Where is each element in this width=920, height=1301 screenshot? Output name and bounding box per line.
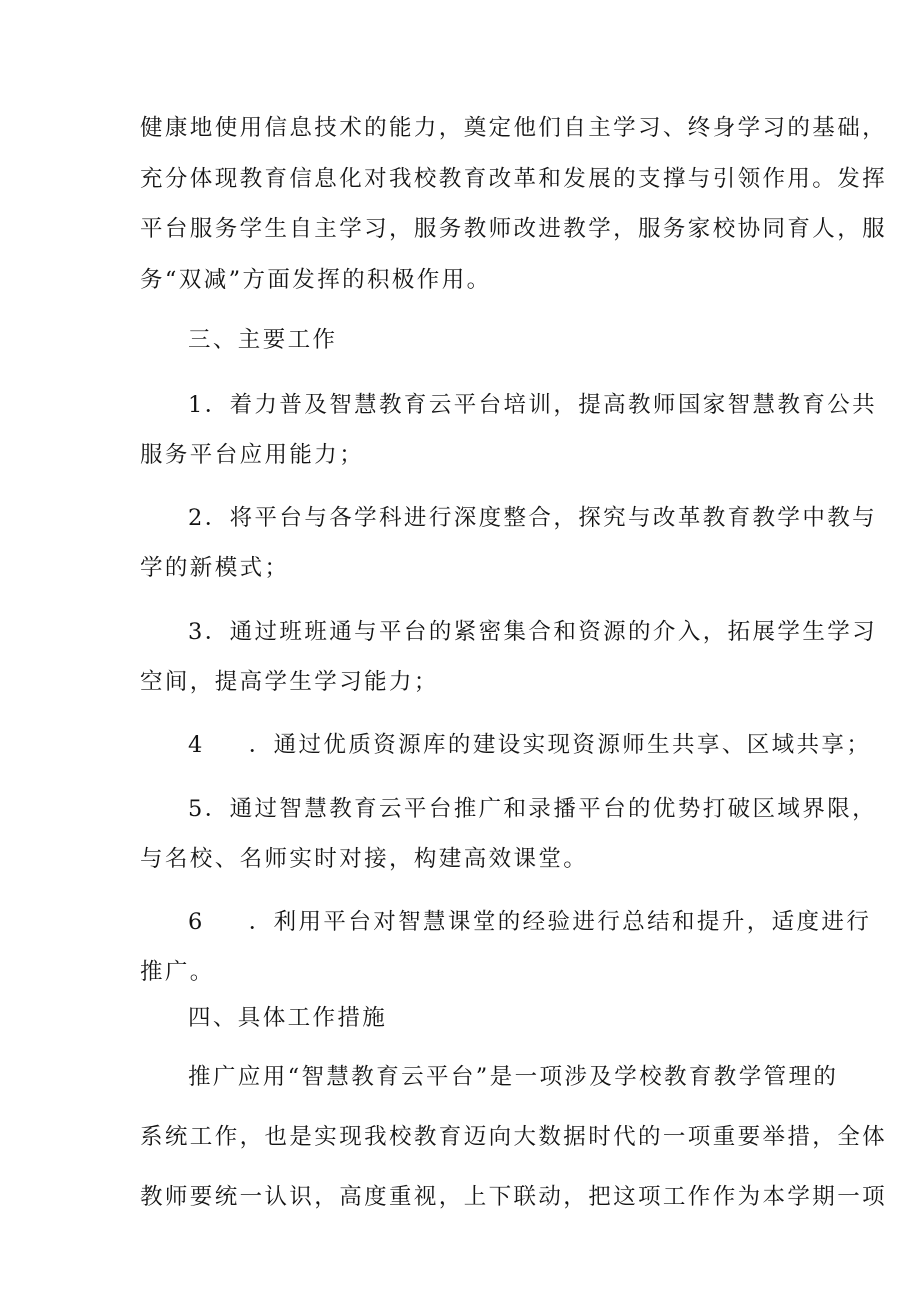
item-1-number: 1 — [188, 392, 205, 418]
item-6-number: 6 — [188, 909, 205, 935]
item-6-text: ．利用平台对智慧课堂的经验进行总结和提升，适度进行 — [248, 909, 872, 935]
item-3-line-2: 空间，提高学生学习能力； — [140, 669, 439, 695]
item-4-number: 4 — [188, 732, 205, 758]
item-5-line-2: 与名校、名师实时对接，构建高效课堂。 — [140, 846, 589, 872]
item-1-line-1 — [188, 390, 877, 420]
intro-line-1: 健康地使用信息技术的能力，奠定他们自主学习、终身学习的基础， — [140, 115, 888, 141]
item-2-text: ．将平台与各学科进行深度整合，探究与改革教育教学中教与 — [204, 505, 878, 531]
item-3-text: ．通过班班通与平台的紧密集合和资源的介入，拓展学生学习 — [204, 619, 878, 645]
item-2-line-1 — [188, 503, 877, 533]
item-6-line-2: 推广。 — [140, 959, 215, 985]
item-5-number: 5 — [188, 796, 205, 822]
section-4-heading: 四、具体工作措施 — [188, 1005, 388, 1031]
item-4-line-1 — [188, 730, 871, 760]
intro-line-3: 平台服务学生自主学习，服务教师改进教学，服务家校协同育人，服 — [140, 216, 888, 242]
section-4-line-2: 系统工作，也是实现我校教育迈向大数据时代的一项重要举措，全体 — [140, 1124, 888, 1150]
section-4-line-1: 推广应用“智慧教育云平台”是一项涉及学校教育教学管理的 — [188, 1064, 839, 1090]
item-3-line-1 — [188, 617, 877, 647]
item-6-line-1 — [188, 907, 871, 937]
item-2-line-2: 学的新模式； — [140, 555, 290, 581]
item-1-text: ．着力普及智慧教育云平台培训，提高教师国家智慧教育公共 — [204, 392, 878, 418]
item-5-line-1 — [188, 794, 877, 824]
section-4-line-3: 教师要统一认识，高度重视，上下联动，把这项工作作为本学期一项 — [140, 1184, 888, 1210]
item-2-number: 2 — [188, 505, 205, 531]
item-3-number: 3 — [188, 619, 205, 645]
intro-line-2: 充分体现教育信息化对我校教育改革和发展的支撑与引领作用。发挥 — [140, 166, 888, 192]
item-1-line-2: 服务平台应用能力； — [140, 442, 365, 468]
item-5-text: ．通过智慧教育云平台推广和录播平台的优势打破区域界限， — [204, 796, 878, 822]
item-4-text: ．通过优质资源库的建设实现资源师生共享、区域共享； — [248, 732, 872, 758]
section-3-heading: 三、主要工作 — [188, 327, 338, 353]
intro-line-4: 务“双减”方面发挥的积极作用。 — [140, 267, 492, 293]
